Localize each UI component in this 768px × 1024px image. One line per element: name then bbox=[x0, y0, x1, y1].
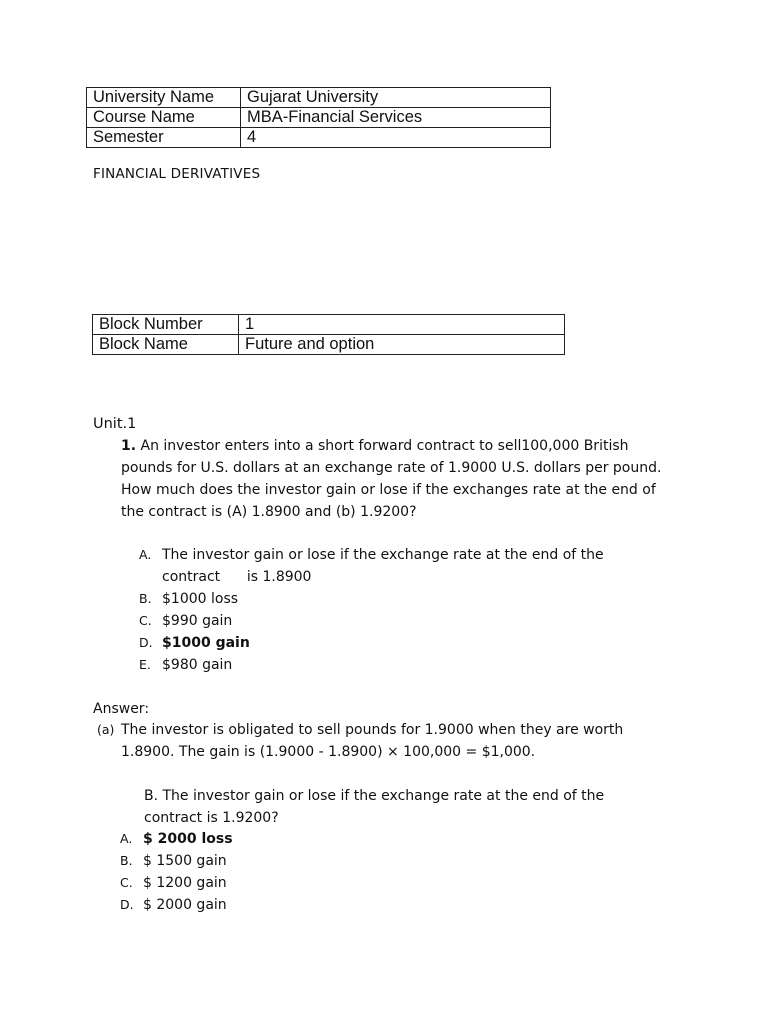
option-text: The investor gain or lose if the exchange rate at the end of the bbox=[162, 547, 604, 563]
block-name-label: Block Name bbox=[93, 335, 239, 355]
table-row bbox=[93, 315, 565, 335]
option-text: $ 1500 gain bbox=[143, 853, 227, 869]
question-1-text bbox=[121, 435, 681, 479]
option-text-continued: contract is 1.8900 bbox=[162, 569, 312, 585]
option-marker: A. bbox=[139, 547, 152, 562]
list-item bbox=[120, 872, 233, 894]
answer-label: Answer: bbox=[93, 701, 150, 717]
unit-heading: Unit.1 bbox=[93, 416, 137, 432]
option-marker: C. bbox=[139, 613, 152, 628]
option-text-correct: $1000 gain bbox=[162, 635, 250, 651]
list-item bbox=[139, 588, 604, 610]
semester-label: Semester bbox=[87, 128, 241, 148]
question-1 bbox=[121, 435, 681, 523]
option-marker: A. bbox=[120, 831, 133, 846]
list-item bbox=[120, 828, 233, 850]
answer-part-a bbox=[97, 719, 681, 763]
question-sub: How much does the investor gain or lose if the exchanges rate at the end of the contract is (A) 1.8900 and (b) 1.9200? bbox=[121, 482, 656, 520]
table-row bbox=[87, 88, 551, 108]
block-number-label: Block Number bbox=[93, 315, 239, 335]
semester-value: 4 bbox=[241, 128, 551, 148]
answer-part-a-text: The investor is obligated to sell pounds for 1.9000 when they are worth 1.8900. The gain is (1.9000 - 1.8900) × 100,000 = $1,000. bbox=[121, 722, 624, 760]
question-1-options bbox=[139, 544, 604, 676]
option-text: $ 1200 gain bbox=[143, 875, 227, 891]
option-marker: B. bbox=[139, 591, 152, 606]
option-text: $980 gain bbox=[162, 657, 233, 673]
question-stem: An investor enters into a short forward contract to sell100,000 British pounds for U.S. dollars at an exchange rate of 1.9000 U.S. dollars per pound. bbox=[121, 438, 662, 476]
option-text-correct: $ 2000 loss bbox=[143, 831, 233, 847]
list-item bbox=[120, 850, 233, 872]
option-text: $ 2000 gain bbox=[143, 897, 227, 913]
option-text: $1000 loss bbox=[162, 591, 239, 607]
option-marker: D. bbox=[120, 897, 134, 912]
option-marker: B. bbox=[120, 853, 133, 868]
block-info-table bbox=[92, 314, 565, 355]
block-name-value: Future and option bbox=[239, 335, 565, 355]
table-row bbox=[87, 128, 551, 148]
option-marker: C. bbox=[120, 875, 133, 890]
list-item bbox=[120, 894, 233, 916]
option-text: $990 gain bbox=[162, 613, 233, 629]
answer-part-a-tag: (a) bbox=[97, 722, 115, 737]
list-item bbox=[139, 654, 604, 676]
table-row bbox=[93, 335, 565, 355]
option-marker: D. bbox=[139, 635, 153, 650]
university-info-table bbox=[86, 87, 551, 148]
list-item bbox=[139, 632, 604, 654]
document-title: FINANCIAL DERIVATIVES bbox=[93, 166, 261, 182]
course-name-label: Course Name bbox=[87, 108, 241, 128]
answer-part-b-question: B. The investor gain or lose if the exchange rate at the end of the contract is 1.9200? bbox=[144, 788, 605, 826]
list-item bbox=[162, 566, 604, 588]
list-item bbox=[139, 544, 604, 566]
list-item bbox=[139, 610, 604, 632]
part-b-options bbox=[120, 828, 233, 916]
table-row bbox=[87, 108, 551, 128]
question-number: 1. bbox=[121, 438, 137, 454]
university-name-label: University Name bbox=[87, 88, 241, 108]
course-name-value: MBA-Financial Services bbox=[241, 108, 551, 128]
university-name-value: Gujarat University bbox=[241, 88, 551, 108]
block-number-value: 1 bbox=[239, 315, 565, 335]
option-marker: E. bbox=[139, 657, 151, 672]
